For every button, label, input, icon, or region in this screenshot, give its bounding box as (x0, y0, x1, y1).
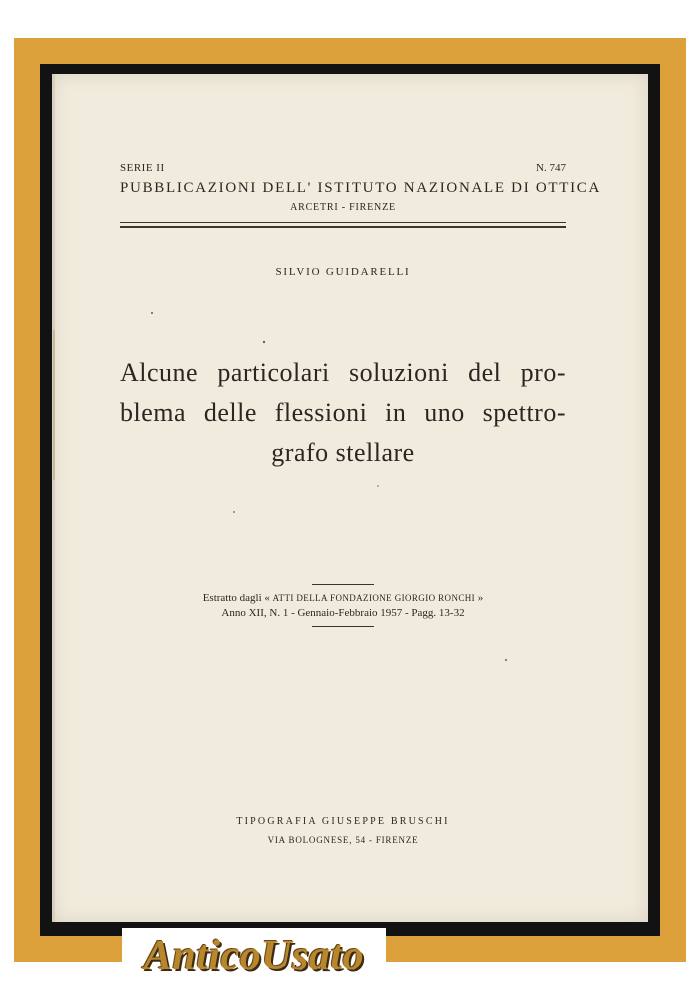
extract-prefix: Estratto dagli « (202, 592, 270, 604)
title-line-2: blema delle flessioni in uno spettro- (120, 398, 566, 427)
series-label: SERIE II (120, 162, 165, 174)
anticousato-watermark-logo: AnticoUsato (143, 933, 365, 979)
publication-number: N. 747 (536, 162, 566, 174)
printer-name: TIPOGRAFIA GIUSEPPE BRUSCHI (236, 816, 450, 827)
header-rule-thick (120, 226, 566, 228)
extract-journal: ATTI DELLA FONDAZIONE GIORGIO RONCHI (272, 593, 476, 603)
extract-rule-bottom (312, 626, 374, 627)
extract-suffix: » (477, 592, 484, 604)
extract-rule-top (312, 584, 374, 585)
cover-edge (52, 74, 55, 922)
header-rule-thin (120, 222, 566, 223)
institute-location: ARCETRI - FIRENZE (290, 202, 396, 213)
title-line-1: Alcune particolari soluzioni del pro- (120, 358, 566, 387)
printer-address: VIA BOLOGNESE, 54 - FIRENZE (267, 835, 419, 845)
title-line-3: grafo stellare (271, 438, 415, 467)
extract-source-line (120, 592, 566, 604)
institute-name: PUBBLICAZIONI DELL' ISTITUTO NAZIONALE DI OTTICA (120, 180, 602, 196)
extract-details: Anno XII, N. 1 - Gennaio-Febbraio 1957 - Pagg. 13-32 (221, 607, 465, 619)
author-name: SILVIO GUIDARELLI (275, 266, 411, 278)
